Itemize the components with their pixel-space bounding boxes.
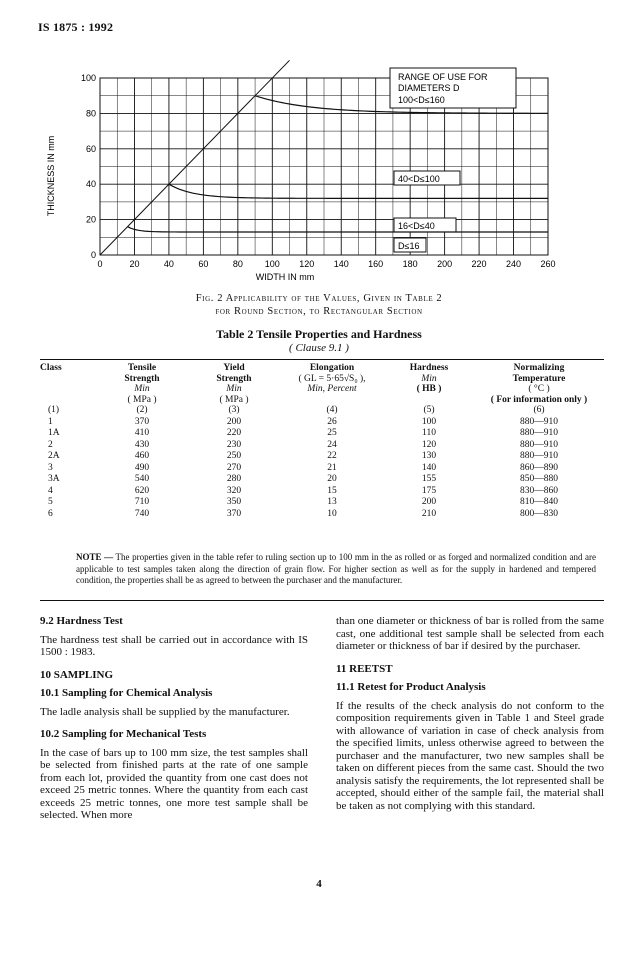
table-cell: 490	[134, 462, 150, 473]
header-normalizing: Normalizing Temperature ( °C ) ( For information only )	[490, 363, 588, 405]
header-elongation: Elongation ( GL = 5·65√S₀ ), Min, Percent	[298, 363, 366, 394]
table-bottom-rule	[40, 600, 604, 601]
table-cell: 20	[327, 474, 337, 484]
table-cell: 1	[48, 416, 53, 427]
table-cell: 860—890	[520, 462, 558, 473]
table-cell: 830—860	[520, 485, 558, 496]
table-row	[40, 440, 604, 452]
header-class: Class	[40, 363, 62, 373]
table-cell: 5	[48, 497, 53, 507]
table-cell: 370	[134, 416, 150, 427]
x-tick-label: 100	[264, 259, 280, 269]
table-cell: 2	[48, 439, 53, 450]
standard-number: IS 1875 : 1992	[38, 20, 114, 34]
table-cell: 110	[422, 428, 436, 438]
table-cell: 810—840	[520, 497, 558, 507]
table-cell: 6	[48, 508, 53, 519]
table-top-rule	[40, 359, 604, 360]
x-tick-label: 0	[97, 259, 103, 269]
section-9-2-text: The hardness test shall be carried out in accordance with IS 1500 : 1983.	[40, 633, 308, 658]
x-tick-label: 40	[163, 259, 174, 269]
right-column	[336, 615, 604, 822]
table-cell: 800—830	[520, 508, 558, 519]
header-yield: Yield Strength Min ( MPa )	[216, 363, 252, 405]
table-cell: 620	[134, 485, 150, 496]
table-cell: 200	[421, 497, 437, 507]
table-cell: 430	[134, 439, 150, 450]
table-cell: 21	[327, 462, 337, 473]
table-cell: 250	[226, 451, 242, 461]
section-9-2-heading: 9.2 Hardness Test	[40, 615, 123, 627]
section-10-1-heading: 10.1 Sampling for Chemical Analysis	[40, 687, 213, 699]
table-row	[40, 428, 604, 440]
table-row	[40, 509, 604, 521]
table-cell: 25	[327, 428, 337, 438]
y-tick-labels	[81, 73, 96, 260]
table-cell: 22	[327, 451, 337, 461]
x-tick-label: 220	[471, 259, 487, 269]
left-column	[40, 615, 308, 832]
region-label-3: 16<D≤40	[398, 221, 435, 231]
table-cell: 1A	[48, 428, 60, 438]
table-cell: 350	[226, 497, 242, 507]
table-title: Table 2 Tensile Properties and Hardness	[216, 327, 422, 341]
table-cell: 880—910	[520, 451, 558, 461]
y-tick-label: 60	[85, 143, 96, 154]
figure-caption-line2: for Round Section, to Rectangular Section	[215, 306, 423, 317]
table-cell: 3A	[48, 474, 60, 484]
table-cell: 320	[226, 485, 242, 496]
table-row	[40, 486, 604, 498]
table-cell: 24	[327, 439, 337, 450]
table-cell: 280	[226, 474, 242, 484]
header-tensile: Tensile Strength Min ( MPa )	[124, 363, 160, 405]
section-11-heading: 11 REETST	[336, 662, 393, 675]
table-cell: 175	[421, 485, 437, 496]
table-cell: 880—910	[520, 416, 558, 427]
curve-16-to-40	[128, 227, 548, 232]
section-10-2-text: In the case of bars up to 100 mm size, the test samples shall be selected from finished parts at the rate of one sample from each lot, provided the quantity from one cast does not exceed 25 metric tonnes. Where the quantity from each cast exceeds 25 metric tonnes, one more test sample shall be selected. When more	[40, 746, 308, 821]
applicability-chart	[40, 58, 560, 283]
legend-title-3: 100<D≤160	[398, 95, 445, 105]
x-tick-label: 20	[129, 259, 140, 269]
table-cell: 460	[134, 451, 150, 461]
table-cell: 2A	[48, 451, 60, 461]
table-cell: 220	[226, 428, 242, 438]
table-header-row	[40, 363, 604, 405]
table-cell: 155	[421, 474, 437, 484]
table-cell: 540	[134, 474, 150, 484]
legend-title-2: DIAMETERS D	[398, 83, 460, 93]
region-label-4: D≤16	[398, 241, 420, 251]
x-tick-label: 80	[232, 259, 243, 269]
header-hardness: Hardness Min ( HB )	[409, 363, 449, 394]
diagonal-line	[100, 60, 290, 255]
table-row	[40, 451, 604, 463]
table-cell: 850—880	[520, 474, 558, 484]
x-tick-label: 140	[333, 259, 349, 269]
table-cell: 13	[327, 497, 337, 507]
x-tick-label: 200	[437, 259, 453, 269]
table-cell: 710	[134, 497, 150, 507]
table-cell: 740	[134, 508, 150, 519]
section-10-2-heading: 10.2 Sampling for Mechanical Tests	[40, 728, 207, 740]
region-label-2: 40<D≤100	[398, 174, 440, 184]
table-cell: 880—910	[520, 439, 558, 450]
y-tick-label: 20	[85, 214, 96, 225]
x-tick-labels	[97, 259, 555, 269]
table-cell: 370	[226, 508, 242, 519]
table-cell: 270	[226, 462, 242, 473]
section-10-heading: 10 SAMPLING	[40, 668, 114, 681]
column-number-row: (1) (2) (3) (4) (5) (6)	[48, 405, 545, 415]
table-cell: 120	[421, 439, 437, 450]
x-tick-label: 180	[402, 259, 418, 269]
x-tick-label: 260	[540, 259, 556, 269]
table-cell: 140	[421, 462, 437, 473]
legend-title-1: RANGE OF USE FOR	[398, 72, 488, 82]
table-cell: 210	[421, 508, 437, 519]
table-cell: 200	[226, 416, 242, 427]
figure-caption-line1: Fig. 2 Applicability of the Values, Given in Table 2	[195, 293, 443, 304]
page-number: 4	[316, 878, 322, 890]
y-tick-label: 40	[85, 179, 96, 190]
table-cell: 130	[421, 451, 437, 461]
table-clause: ( Clause 9.1 )	[289, 342, 349, 354]
table-row	[40, 463, 604, 475]
x-tick-label: 120	[299, 259, 315, 269]
table-cell: 100	[421, 416, 437, 427]
table-cell: 880—910	[520, 428, 558, 438]
table-row	[40, 474, 604, 486]
section-11-1-text: If the results of the check analysis do not conform to the composition requirements given in Table 1 and Steel grade with allowance of variation in case of check analysis from the specified limits, unless otherwise agreed to between the purchaser and the manufacturer, two new samples shall be taken on different pieces from the same cast. Should the two analysis satisfy the requirements, the lot represented shall be accepted, should either of the sample fail, the material shall be taken as not complying with this standard.	[336, 699, 604, 812]
y-tick-label: 0	[90, 250, 96, 260]
table-row	[40, 417, 604, 429]
x-tick-label: 60	[198, 259, 209, 269]
table-cell: 3	[48, 462, 53, 473]
table-cell: 10	[327, 508, 337, 519]
y-tick-label: 80	[85, 108, 96, 119]
table-cell: 4	[48, 485, 53, 496]
table-cell: 15	[327, 485, 337, 496]
section-10-1-text: The ladle analysis shall be supplied by the manufacturer.	[40, 705, 290, 718]
y-axis-label: THICKNESS IN mm	[46, 135, 56, 217]
table-note: NOTE — The properties given in the table refer to ruling section up to 100 mm in the as rolled or as forged and normalized condition and are applicable to test samples taken along the direction of grain flow. For higher section as well as for the supply in hardened and tempered condition, the properties shall be as agreed to between the purchaser and the manufacturer.	[76, 552, 597, 585]
table-cell: 410	[134, 428, 150, 438]
section-11-1-heading: 11.1 Retest for Product Analysis	[336, 681, 486, 693]
table-row	[40, 497, 604, 509]
tensile-properties-table	[40, 363, 604, 520]
x-axis-label: WIDTH IN mm	[255, 272, 315, 282]
x-tick-label: 160	[368, 259, 384, 269]
x-tick-label: 240	[506, 259, 522, 269]
section-10-2-continued: than one diameter or thickness of bar is rolled from the same cast, one additional test sample shall be selected from each diameter or thickness of bar if desired by the purchaser.	[336, 615, 604, 652]
table-cell: 26	[327, 416, 337, 427]
table-body	[40, 405, 604, 520]
table-cell: 230	[226, 439, 242, 450]
y-tick-label: 100	[80, 73, 96, 83]
